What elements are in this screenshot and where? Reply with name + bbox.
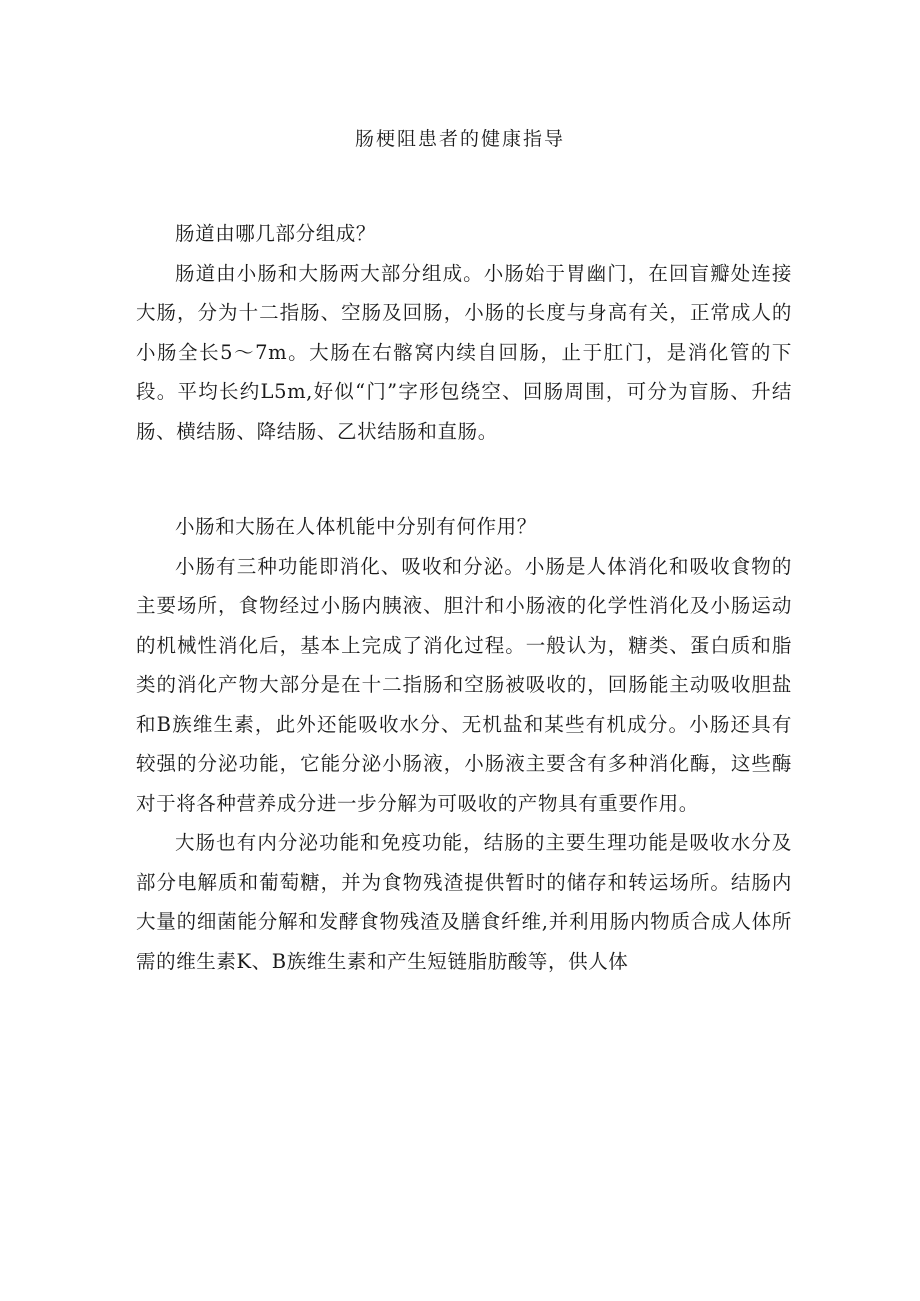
section-paragraph: 小肠有三种功能即消化、吸收和分泌。小肠是人体消化和吸收食物的主要场所，食物经过小肠内胰液、胆汁和小肠液的化学性消化及小肠运动的机械性消化后，基本上完成了消化过程。一般认为，糖类、蛋白质和脂类的消化产物大部分是在十二指肠和空肠被吸收的，回肠能主动吸收胆盐和B族维生素，此外还能吸收水分、无机盐和某些有机成分。小肠还具有较强的分泌功能，它能分泌小肠液，小肠液主要含有多种消化酶，这些酶对于将各种营养成分进一步分解为可吸收的产物具有重要作用。: [136, 554, 792, 815]
document-title: 肠梗阻患者的健康指导: [354, 128, 565, 150]
section-question: 肠道由哪几部分组成？: [175, 222, 377, 245]
document-body: [136, 214, 792, 981]
section-paragraph: 肠道由小肠和大肠两大部分组成。小肠始于胃幽门，在回盲瓣处连接大肠，分为十二指肠、空肠及回肠，小肠的长度与身高有关，正常成人的小肠全长5～7m。大肠在右髂窝内续自回肠，止于肛门，是消化管的下段。平均长约L5m,好似“门”字形包绕空、回肠周围，可分为盲肠、升结肠、横结肠、降结肠、乙状结肠和直肠。: [136, 261, 792, 443]
section-spacer: [136, 451, 792, 507]
section-paragraph: 大肠也有内分泌功能和免疫功能，结肠的主要生理功能是吸收水分及部分电解质和葡萄糖，并为食物残渣提供暂时的储存和转运场所。结肠内大量的细菌能分解和发酵食物残渣及膳食纤维,并利用肠内物质合成人体所需的维生素K、B族维生素和产生短链脂肪酸等，供人体: [136, 831, 792, 973]
section-question: 小肠和大肠在人体机能中分别有何作用？: [175, 515, 537, 538]
